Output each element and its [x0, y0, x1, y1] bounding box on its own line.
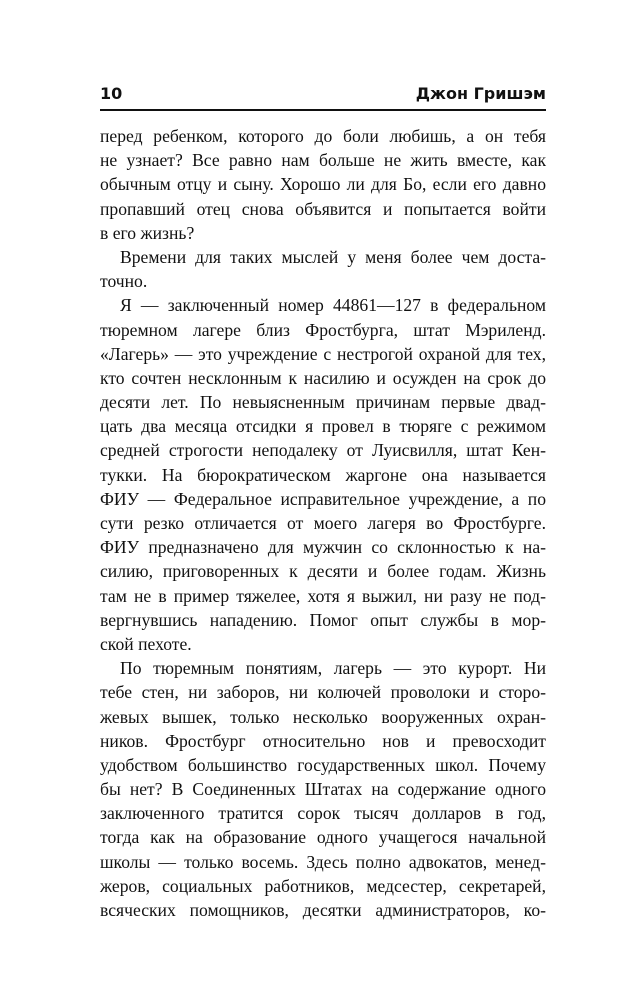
- text-line: цать два месяца отсидки я провел в тюряге с режимом: [100, 416, 546, 437]
- text-line: всяческих помощников, десятки администраторов, ко-: [100, 900, 546, 920]
- text-line: тукки. На бюрократическом жаргоне она называется: [100, 464, 546, 485]
- text-line: школы — только восемь. Здесь полно адвокатов, менед-: [100, 851, 546, 872]
- text-line: перед ребенком, которого до боли любишь, а он тебя: [100, 126, 546, 146]
- text-line: ФИУ предназначено для мужчин со склонностью к на-: [100, 537, 546, 558]
- text-line: сути резко отличается от моего лагеря во Фростбурге.: [100, 513, 546, 533]
- text-line: бы нет? В Соединенных Штатах на содержание одного: [100, 779, 546, 800]
- text-line: десяти лет. По невыясненным причинам первые двад-: [100, 392, 546, 413]
- text-line: «Лагерь» — это учреждение с нестрогой охраной для тех,: [100, 343, 546, 364]
- text-line: ской пехоте.: [100, 633, 192, 654]
- text-line: вергнувшись нападению. Помог опыт службы в мор-: [100, 609, 546, 630]
- text-line: не узнает? Все равно нам больше не жить вместе, как: [100, 150, 546, 171]
- text-line: тюремном лагере близ Фростбурга, штат Мэриленд.: [100, 319, 546, 340]
- text-line: обычным отцу и сыну. Хорошо ли для Бо, если его давно: [100, 174, 546, 195]
- text-line: точно.: [100, 271, 148, 292]
- text-line: там не в пример тяжелее, хотя я выжил, ни разу не под-: [100, 585, 546, 606]
- text-line: По тюремным понятиям, лагерь — это курорт. Ни: [120, 658, 546, 679]
- page-number: 10: [100, 84, 123, 103]
- text-line: силию, приговоренных к десяти и более годам. Жизнь: [100, 561, 546, 582]
- text-line: удобством большинство государственных школ. Почему: [100, 754, 546, 775]
- text-line: жеров, социальных работников, медсестер, секретарей,: [100, 875, 546, 896]
- text-line: Я — заключенный номер 44861—127 в федеральном: [120, 295, 546, 316]
- text-line: ников. Фростбург относительно нов и превосходит: [100, 730, 546, 751]
- text-line: заключенного тратится сорок тысяч долларов в год,: [100, 803, 546, 824]
- page-header: [100, 82, 546, 108]
- text-line: тогда как на образование одного учащегося начальной: [100, 827, 546, 848]
- text-line: ФИУ — Федеральное исправительное учреждение, а по: [100, 488, 546, 509]
- text-line: кто сочтен несклонным к насилию и осужден на срок до: [100, 367, 546, 388]
- running-title: Джон Гришэм: [415, 84, 546, 103]
- text-line: пропавший отец снова объявится и попытается войти: [100, 198, 546, 219]
- text-line: в его жизнь?: [100, 222, 195, 243]
- text-line: жевых вышек, только несколько вооруженных охран-: [100, 706, 546, 727]
- text-line: тебе стен, ни заборов, ни колючей проволоки и сторо-: [100, 682, 546, 703]
- header-rule: [100, 109, 546, 111]
- text-line: средней строгости неподалеку от Луисвилля, штат Кен-: [100, 440, 546, 461]
- body-text: [100, 124, 546, 922]
- text-line: Времени для таких мыслей у меня более чем доста-: [120, 246, 546, 267]
